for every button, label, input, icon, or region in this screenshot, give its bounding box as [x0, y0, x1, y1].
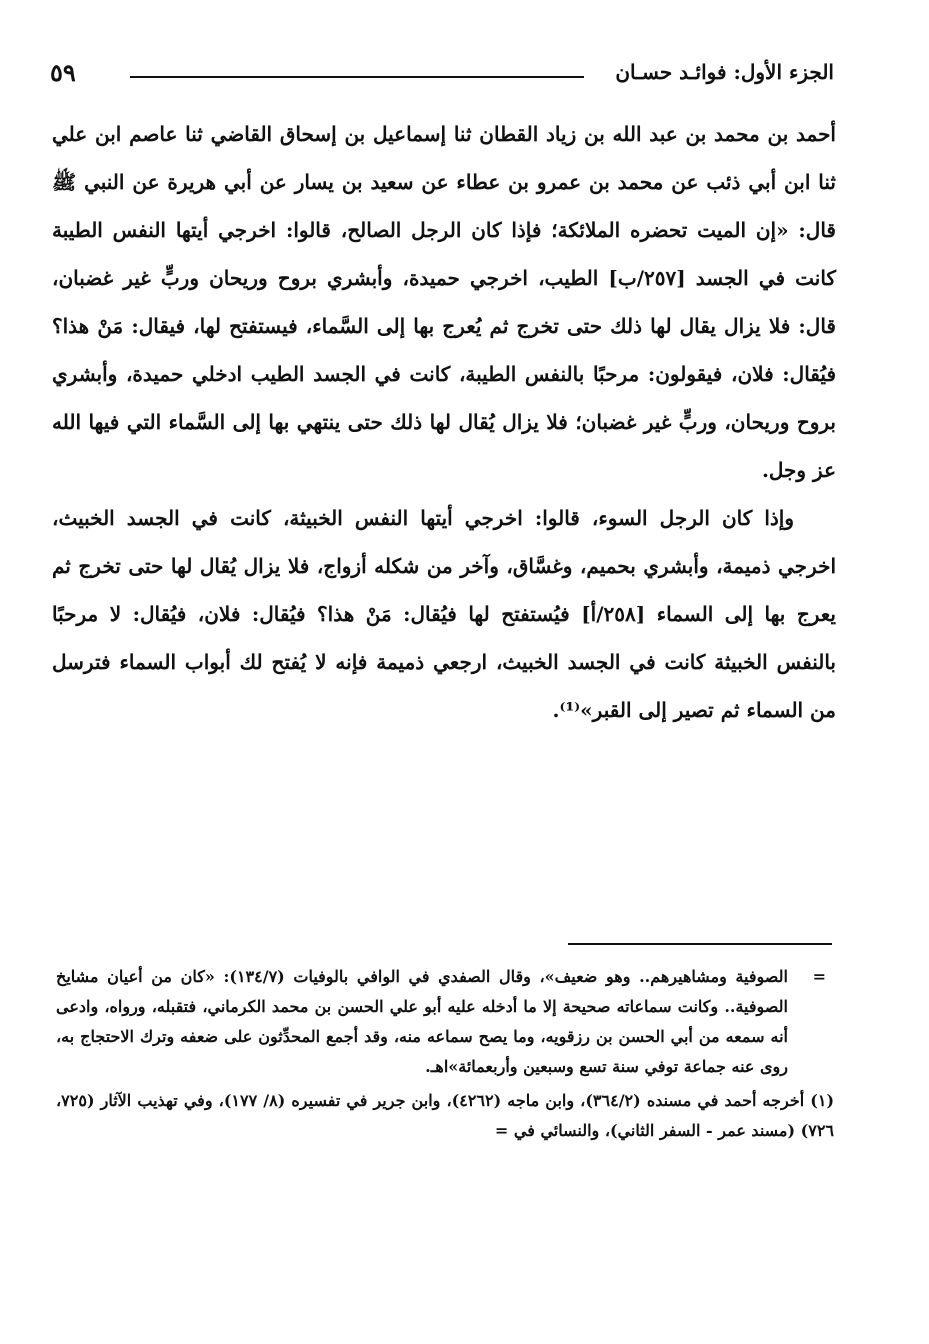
paragraph-hadith-first: أحمد بن محمد بن عبد الله بن زياد القطان ثنا إسماعيل بن إسحاق القاضي ثنا عاصم ابن علي ثنا ابن أبي ذئب عن محمد بن عمرو بن عطاء عن سعيد بن يسار عن أبي هريرة عن النبي ﷺ قال: «إن الميت تحضره الملائكة؛ فإذا كان الرجل الصالح، قالوا: اخرجي أيتها النفس الطيبة كانت في الجسد [٢٥٧/ب] الطيب، اخرجي حميدة، وأبشري بروح وريحان وربٍّ غير غضبان، قال: فلا يزال يقال لها ذلك حتى تخرج ثم يُعرج بها إلى السَّماء، فيستفتح لها، فيقال: مَنْ هذا؟ فيُقال: فلان، فيقولون: مرحبًا بالنفس الطيبة، كانت في الجسد الطيب ادخلي حميدة، وأبشري بروح وريحان، وربٍّ غير غضبان؛ فلا يزال يُقال لها ذلك حتى ينتهي بها إلى السَّماء التي فيها الله عز وجل.: [52, 122, 836, 482]
footnote-continuation: [56, 962, 834, 1082]
footnote-1: (١) أخرجه أحمد في مسنده (٣٦٤/٢)، وابن ماجه (٤٢٦٢)، وابن جرير في تفسيره (٨/ ١٧٧)، وفي تهذيب الآثار (٧٢٥، ٧٢٦) (مسند عمر - السفر الثاني)، والنسائي في =: [56, 1091, 835, 1140]
header-rule: [130, 76, 584, 78]
footnote-divider: [568, 943, 832, 945]
page-number: ٥٩: [50, 58, 76, 87]
footnotes-section: [56, 962, 834, 1148]
main-text: [52, 110, 836, 734]
footnote-continuation-text: الصوفية ومشاهيرهم.. وهو ضعيف»، وقال الصفدي في الوافي بالوفيات (١٣٤/٧): «كان من أعيان مشايخ الصوفية.. وكانت سماعاته صحيحة إلا ما أدخله عليه أبو علي الحسن بن محمد الكرماني، فتقبله، ورواه، وادعى أنه سمعه من أبي الحسن بن رزقويه، وما يصح سماعه منه، وقد أجمع المحدِّثون على ضعفه وترك الاحتجاج به، روى عنه جماعة توفي سنة تسع وسبعين وأربعمائة»اهـ.: [56, 967, 788, 1076]
running-title: الجزء الأول: فوائـد حسـان: [615, 60, 834, 84]
paragraph-hadith-second: وإذا كان الرجل السوء، قالوا: اخرجي أيتها النفس الخبيثة، كانت في الجسد الخبيث، اخرجي ذميمة، وأبشري بحميم، وغسَّاق، وآخر من شكله أزواج، فلا يزال يُقال لها حتى تخرج ثم يعرج بها إلى السماء [٢٥٨/أ] فيُستفتح لها فيُقال: مَنْ هذا؟ فيُقال: فلان، فيُقال: لا مرحبًا بالنفس الخبيثة كانت في الجسد الخبيث، ارجعي ذميمة فإنه لا يُفتح لك أبواب السماء فترسل من السماء ثم تصير إلى القبر»⁽¹⁾.: [52, 506, 837, 722]
continuation-mark: =: [812, 967, 826, 986]
page-header: [50, 58, 834, 98]
